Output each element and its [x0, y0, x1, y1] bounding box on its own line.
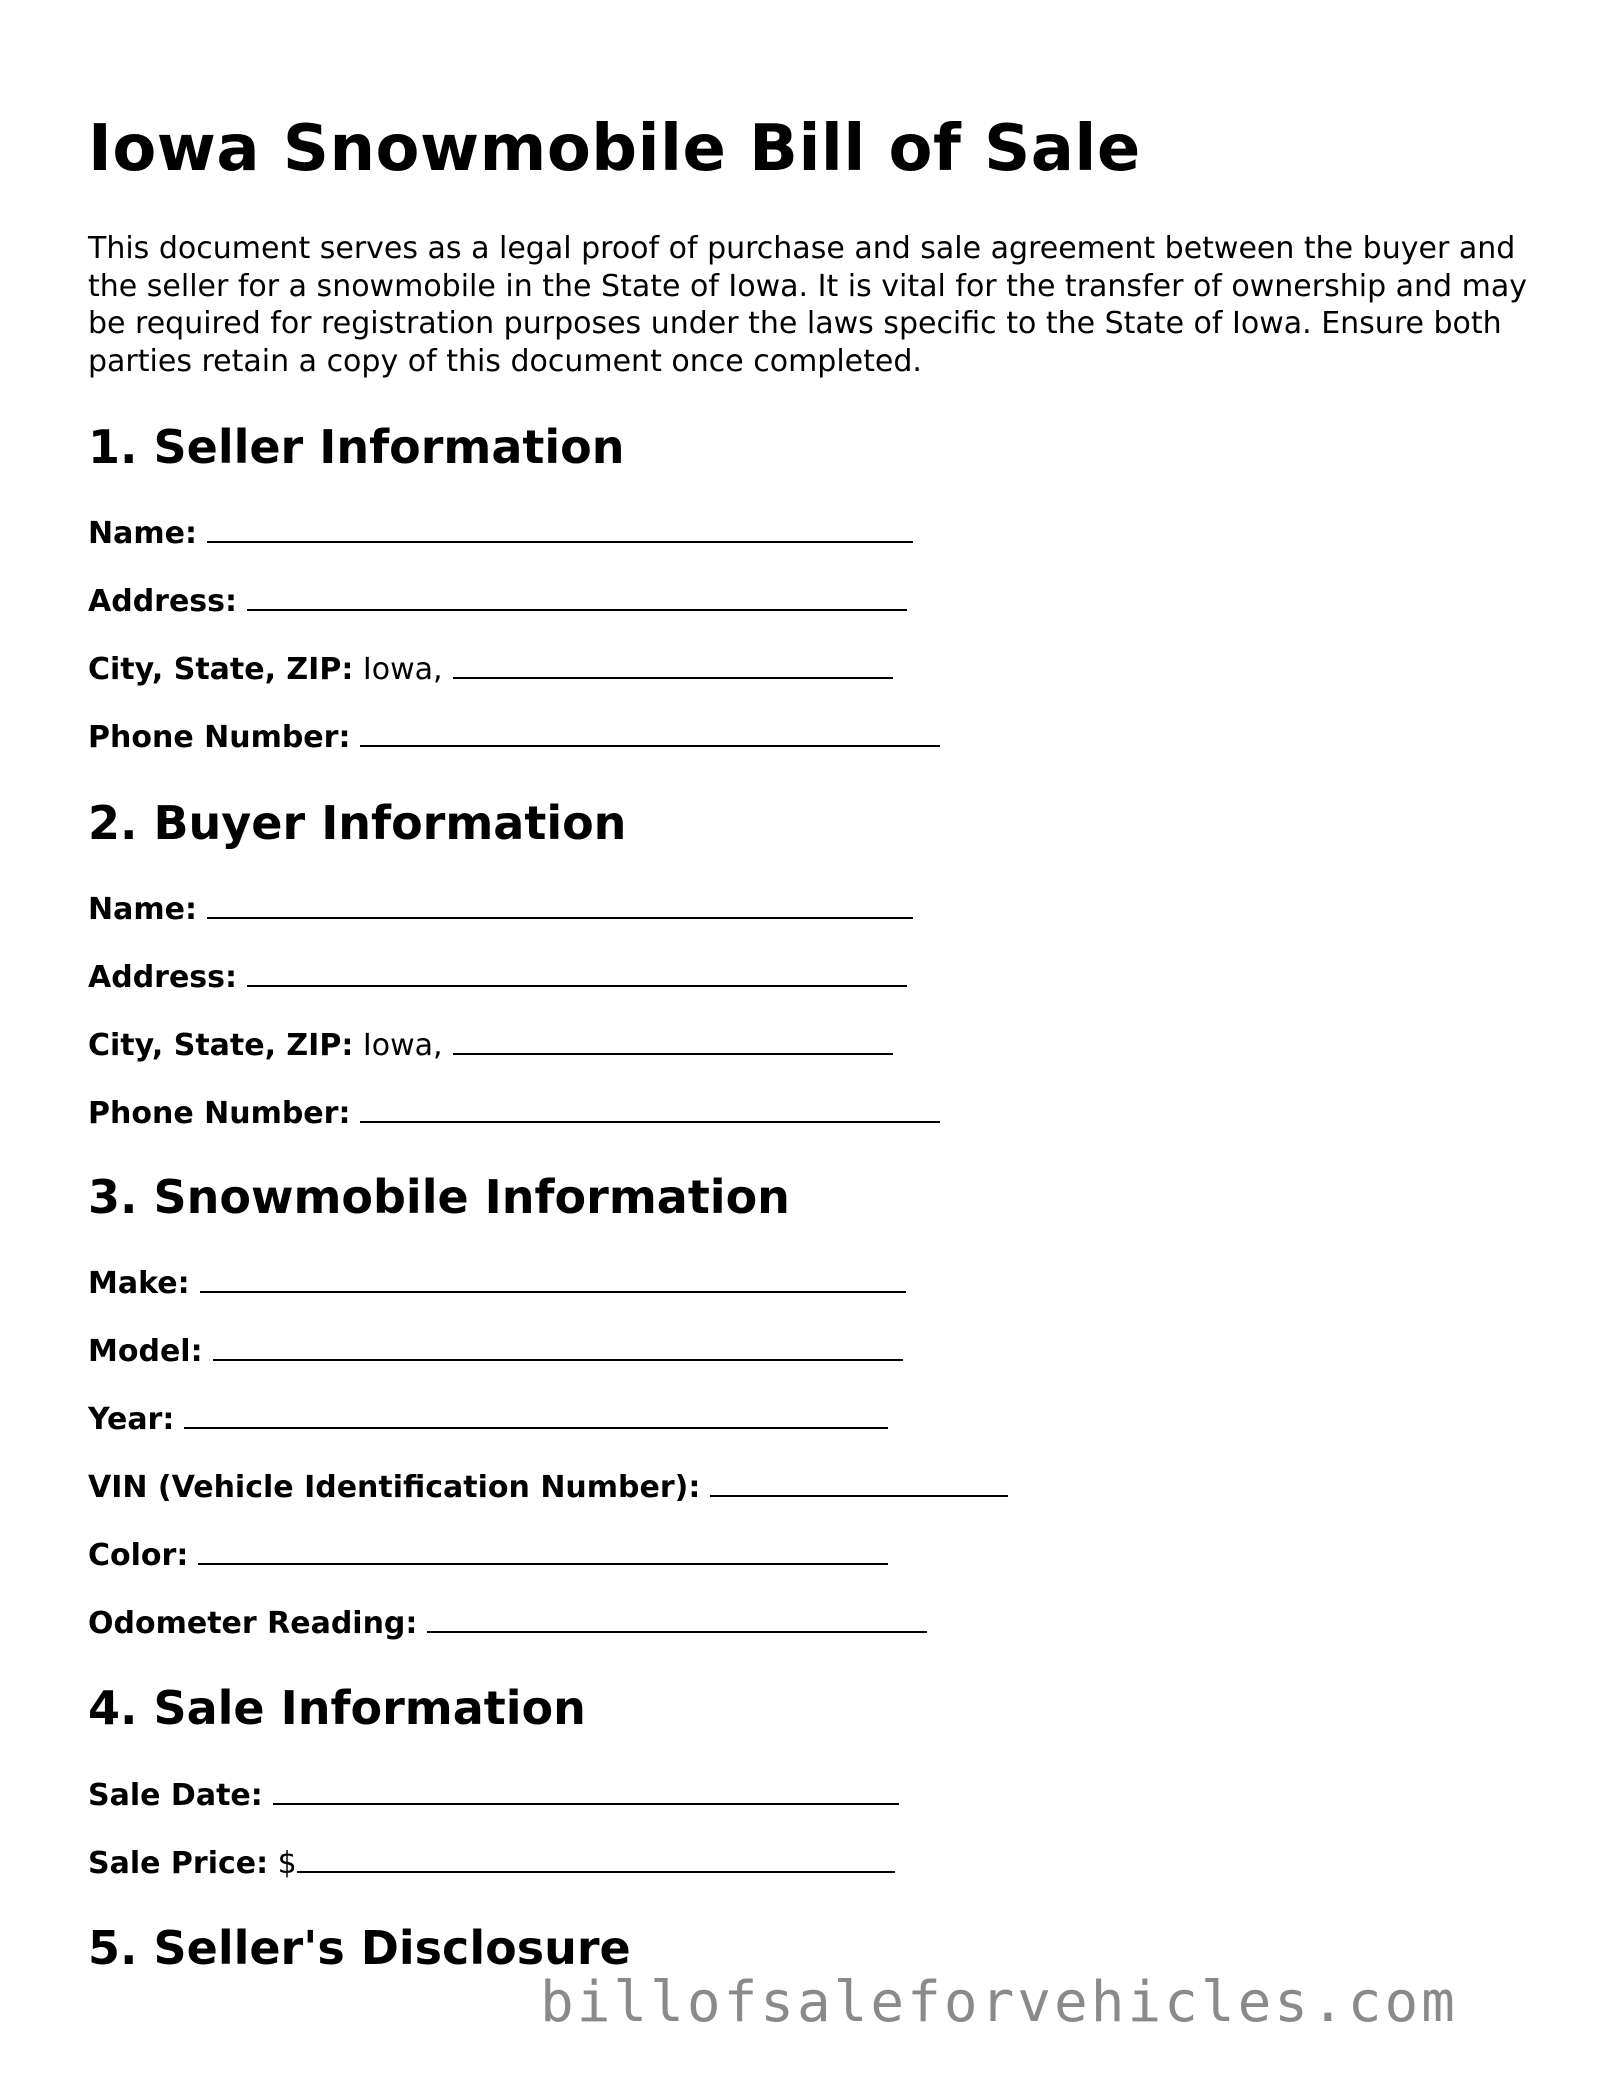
seller-address-label: Address: — [88, 584, 238, 619]
model-input[interactable] — [213, 1335, 903, 1361]
seller-address-field — [88, 582, 907, 622]
buyer-city-state-zip-input[interactable] — [453, 1029, 893, 1055]
sale-price-field — [88, 1844, 895, 1884]
color-input[interactable] — [198, 1539, 888, 1565]
dollar-sign: $ — [277, 1846, 297, 1881]
make-label: Make: — [88, 1266, 190, 1301]
seller-state-prefill: Iowa, — [362, 652, 443, 687]
seller-phone-label: Phone Number: — [88, 720, 351, 755]
buyer-name-label: Name: — [88, 892, 197, 927]
buyer-address-label: Address: — [88, 960, 238, 995]
make-field — [88, 1264, 906, 1304]
snowmobile-section-heading: 3. Snowmobile Information — [88, 1170, 790, 1224]
seller-address-input[interactable] — [247, 585, 907, 611]
watermark: billofsaleforvehicles.com — [540, 1970, 1458, 2035]
sale-price-label: Sale Price: — [88, 1846, 269, 1881]
buyer-state-prefill: Iowa, — [362, 1028, 443, 1063]
sale-date-field — [88, 1776, 899, 1816]
year-label: Year: — [88, 1402, 175, 1437]
seller-phone-field — [88, 718, 940, 758]
disclosure-section-heading: 5. Seller's Disclosure — [88, 1921, 631, 1975]
sale-date-label: Sale Date: — [88, 1778, 263, 1813]
vin-input[interactable] — [710, 1471, 1008, 1497]
seller-city-state-zip-input[interactable] — [453, 653, 893, 679]
color-field — [88, 1536, 888, 1576]
make-input[interactable] — [200, 1267, 906, 1293]
model-label: Model: — [88, 1334, 203, 1369]
seller-name-label: Name: — [88, 516, 197, 551]
odometer-input[interactable] — [427, 1607, 927, 1633]
buyer-address-field — [88, 958, 907, 998]
buyer-phone-field — [88, 1094, 940, 1134]
buyer-city-state-zip-field — [88, 1026, 893, 1066]
buyer-name-input[interactable] — [207, 893, 913, 919]
intro-paragraph: This document serves as a legal proof of purchase and sale agreement between the buyer and the seller for a snowmobile in the State of Iowa. It is vital for the transfer of ownership and may be required for registration purposes under the laws specific to the State of Iowa. Ensure both parties retain a copy of this document once completed. — [88, 231, 1527, 379]
vin-field — [88, 1468, 1008, 1508]
sale-price-input[interactable] — [297, 1847, 895, 1873]
seller-name-input[interactable] — [207, 517, 913, 543]
seller-phone-input[interactable] — [360, 721, 940, 747]
year-input[interactable] — [184, 1403, 888, 1429]
color-label: Color: — [88, 1538, 189, 1573]
seller-city-state-zip-field — [88, 650, 893, 690]
model-field — [88, 1332, 903, 1372]
seller-name-field — [88, 514, 913, 554]
buyer-name-field — [88, 890, 913, 930]
odometer-field — [88, 1604, 927, 1644]
vin-label: VIN (Vehicle Identification Number): — [88, 1470, 701, 1505]
buyer-address-input[interactable] — [247, 961, 907, 987]
sale-date-input[interactable] — [273, 1779, 899, 1805]
odometer-label: Odometer Reading: — [88, 1606, 418, 1641]
buyer-phone-input[interactable] — [360, 1097, 940, 1123]
year-field — [88, 1400, 888, 1440]
buyer-phone-label: Phone Number: — [88, 1096, 351, 1131]
sale-section-heading: 4. Sale Information — [88, 1681, 586, 1735]
seller-city-state-zip-label: City, State, ZIP: — [88, 652, 354, 687]
seller-section-heading: 1. Seller Information — [88, 420, 625, 474]
document-title: Iowa Snowmobile Bill of Sale — [88, 112, 1141, 186]
buyer-city-state-zip-label: City, State, ZIP: — [88, 1028, 354, 1063]
buyer-section-heading: 2. Buyer Information — [88, 796, 627, 850]
